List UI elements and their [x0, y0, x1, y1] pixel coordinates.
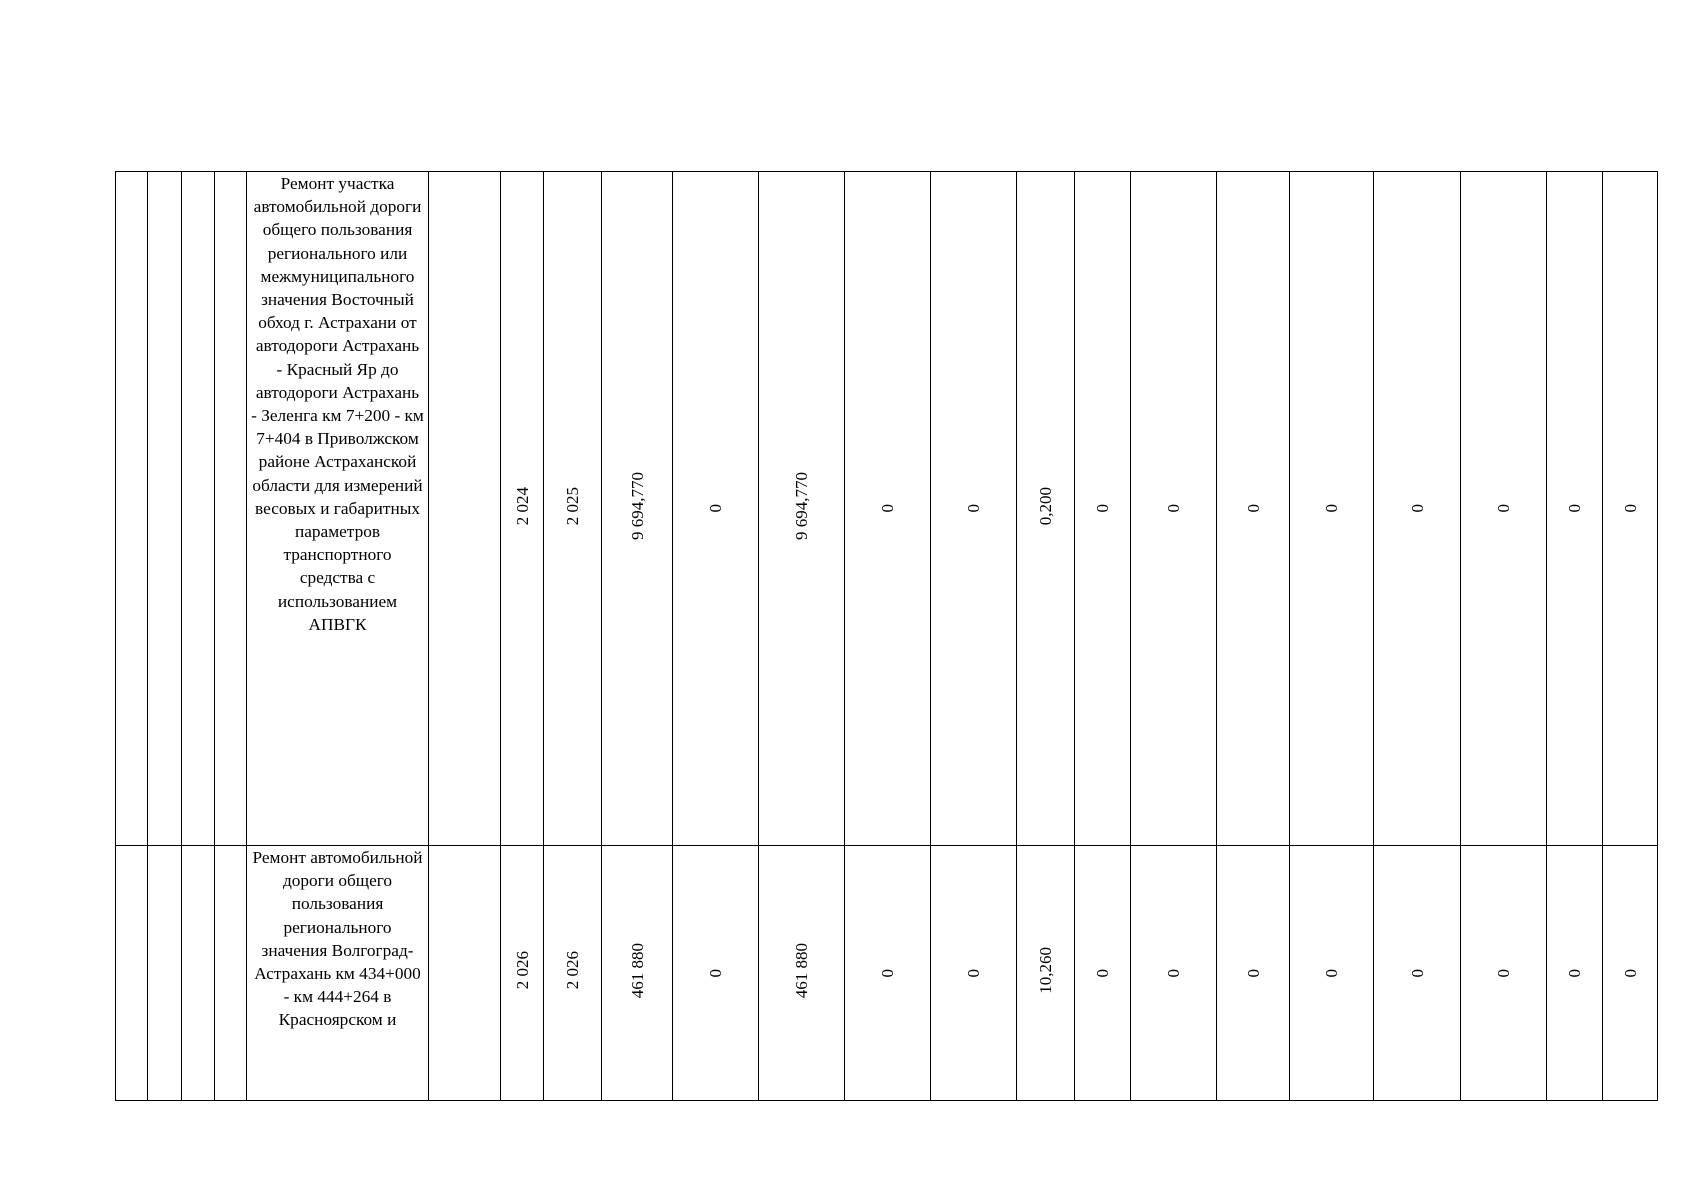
start-year-cell: 2 026	[501, 846, 544, 1101]
description-cell: Ремонт участка автомобильной дороги общего пользования регионального или межмуниципального значения Восточный обход г. Астрахани от автодороги Астрахань - Красный Яр до автодороги Астрахань - Зеленга км 7+200 - км 7+404 в Приволжском районе Астраханской области для измерений весовых и габаритных параметров транспортного средства с использованием АПВГК	[247, 172, 429, 846]
blank-cell	[148, 172, 182, 846]
value-cell: 0	[931, 172, 1017, 846]
value-cell: 0	[845, 846, 931, 1101]
blank-cell	[116, 172, 148, 846]
blank-cell	[429, 846, 501, 1101]
value-cell: 0	[1290, 846, 1374, 1101]
start-year-cell: 2 024	[501, 172, 544, 846]
length-cell: 0,200	[1017, 172, 1075, 846]
value-cell: 0	[931, 846, 1017, 1101]
value-cell: 0	[1374, 846, 1461, 1101]
blank-cell	[215, 172, 247, 846]
blank-cell	[182, 846, 215, 1101]
value-cell: 0	[1461, 172, 1547, 846]
value-cell: 0	[1603, 172, 1658, 846]
value-cell: 0	[1131, 846, 1217, 1101]
blank-cell	[148, 846, 182, 1101]
value-cell: 0	[1374, 172, 1461, 846]
value-cell: 0	[1075, 172, 1131, 846]
value-cell: 9 694,770	[602, 172, 673, 846]
blank-cell	[182, 172, 215, 846]
value-cell: 461 880	[759, 846, 845, 1101]
value-cell: 0	[1547, 172, 1603, 846]
value-cell: 461 880	[602, 846, 673, 1101]
blank-cell	[429, 172, 501, 846]
value-cell: 0	[1547, 846, 1603, 1101]
table-row	[116, 172, 1658, 846]
data-table	[115, 171, 1658, 1101]
table-row	[116, 846, 1658, 1101]
value-cell: 0	[1461, 846, 1547, 1101]
value-cell: 0	[1603, 846, 1658, 1101]
value-cell: 0	[1131, 172, 1217, 846]
value-cell: 0	[1217, 172, 1290, 846]
description-cell: Ремонт автомобильной дороги общего пользования регионального значения Волгоград-Астрахань км 434+000 - км 444+264 в Красноярском и	[247, 846, 429, 1101]
value-cell: 0	[845, 172, 931, 846]
end-year-cell: 2 025	[544, 172, 602, 846]
value-cell: 9 694,770	[759, 172, 845, 846]
blank-cell	[215, 846, 247, 1101]
blank-cell	[116, 846, 148, 1101]
value-cell: 0	[673, 846, 759, 1101]
length-cell: 10,260	[1017, 846, 1075, 1101]
value-cell: 0	[673, 172, 759, 846]
value-cell: 0	[1075, 846, 1131, 1101]
value-cell: 0	[1217, 846, 1290, 1101]
value-cell: 0	[1290, 172, 1374, 846]
end-year-cell: 2 026	[544, 846, 602, 1101]
